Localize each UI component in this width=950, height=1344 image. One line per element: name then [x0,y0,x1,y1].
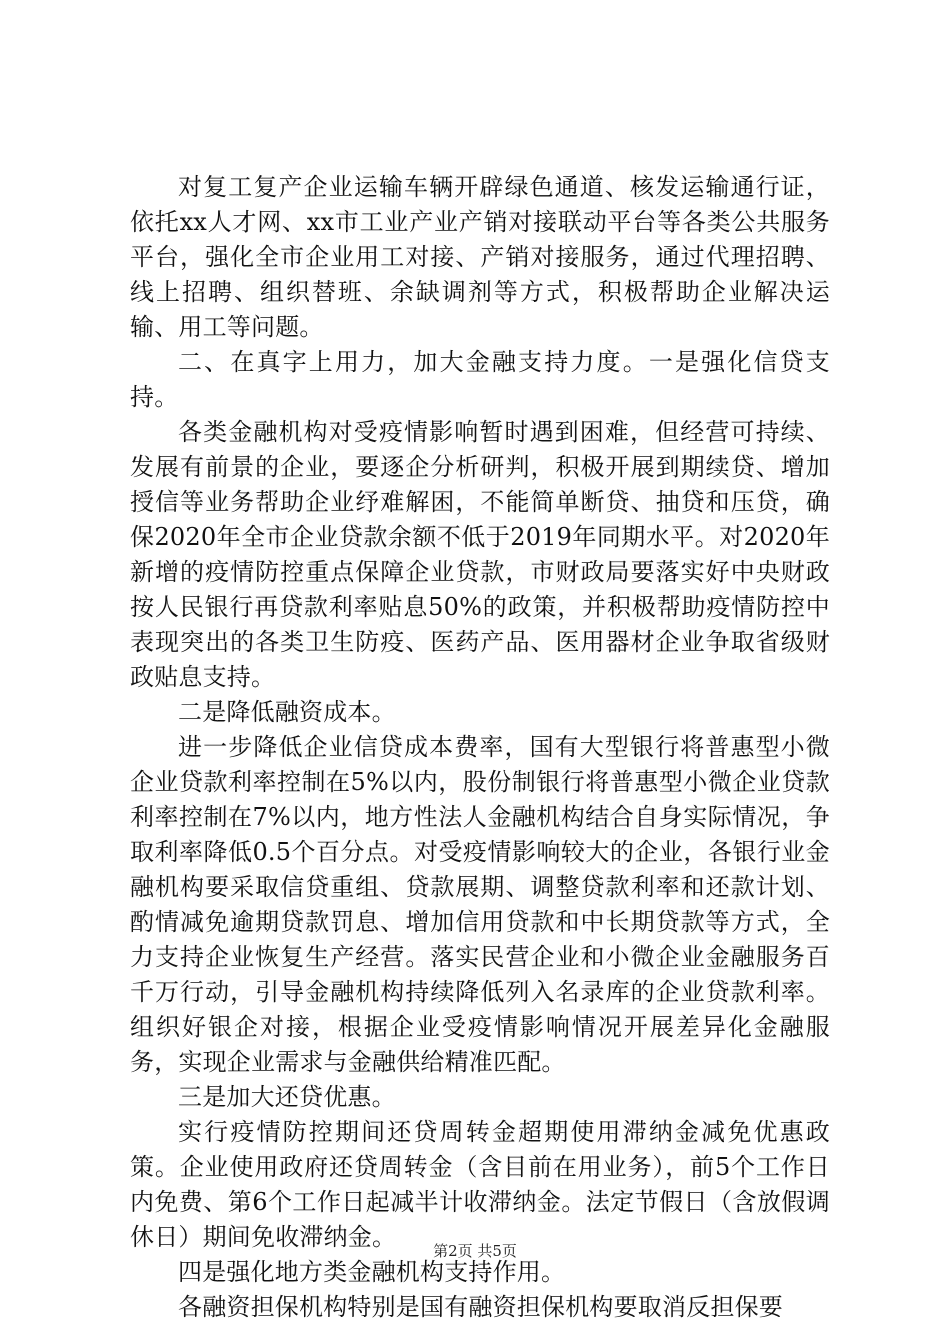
paragraph-credit-support: 各类金融机构对受疫情影响暂时遇到困难，但经营可持续、发展有前景的企业，要逐企分析研判，积极开展到期续贷、增加授信等业务帮助企业纾难解困，不能简单断贷、抽贷和压贷，确保2020年全市企业贷款余额不低于2019年同期水平。对2020年新增的疫情防控重点保障企业贷款，市财政局要落实好中央财政按人民银行再贷款利率贴息50%的政策，并积极帮助疫情防控中表现突出的各类卫生防疫、医药产品、医用器材企业争取省级财政贴息支持。 [130,418,830,691]
paragraph-transport-support: 对复工复产企业运输车辆开辟绿色通道、核发运输通行证，依托xx人才网、xx市工业产业产销对接联动平台等各类公共服务平台，强化全市企业用工对接、产销对接服务，通过代理招聘、线上招聘、组织替班、余缺调剂等方式，积极帮助企业解决运输、用工等问题。 [130,173,830,341]
subheading-reduce-financing-cost: 二是降低融资成本。 [178,698,396,726]
paragraph-guarantee-institutions: 各融资担保机构特别是国有融资担保机构要取消反担保要 [178,1293,783,1321]
section-heading-financial-support: 二、在真字上用力，加大金融支持力度。一是强化信贷支持。 [130,348,830,411]
paragraph-loan-repayment-relief: 实行疫情防控期间还贷周转金超期使用滞纳金减免优惠政策。企业使用政府还贷周转金（含目前在用业务），前5个工作日内免费、第6个工作日起减半计收滞纳金。法定节假日（含放假调休日）期间免收滞纳金。 [130,1118,830,1251]
subheading-local-financial-institutions: 四是强化地方类金融机构支持作用。 [178,1258,566,1286]
document-body [130,170,830,1325]
paragraph-reduce-financing-cost: 进一步降低企业信贷成本费率，国有大型银行将普惠型小微企业贷款利率控制在5%以内，股份制银行将普惠型小微企业贷款利率控制在7%以内，地方性法人金融机构结合自身实际情况，争取利率降低0.5个百分点。对受疫情影响较大的企业，各银行业金融机构要采取信贷重组、贷款展期、调整贷款利率和还款计划、酌情减免逾期贷款罚息、增加信用贷款和中长期贷款等方式，全力支持企业恢复生产经营。落实民营企业和小微企业金融服务百千万行动，引导金融机构持续降低列入名录库的企业贷款利率。组织好银企对接，根据企业受疫情影响情况开展差异化金融服务，实现企业需求与金融供给精准匹配。 [130,733,830,1076]
subheading-loan-repayment-relief: 三是加大还贷优惠。 [178,1083,396,1111]
page-number-footer: 第2页 共5页 [433,1242,517,1260]
